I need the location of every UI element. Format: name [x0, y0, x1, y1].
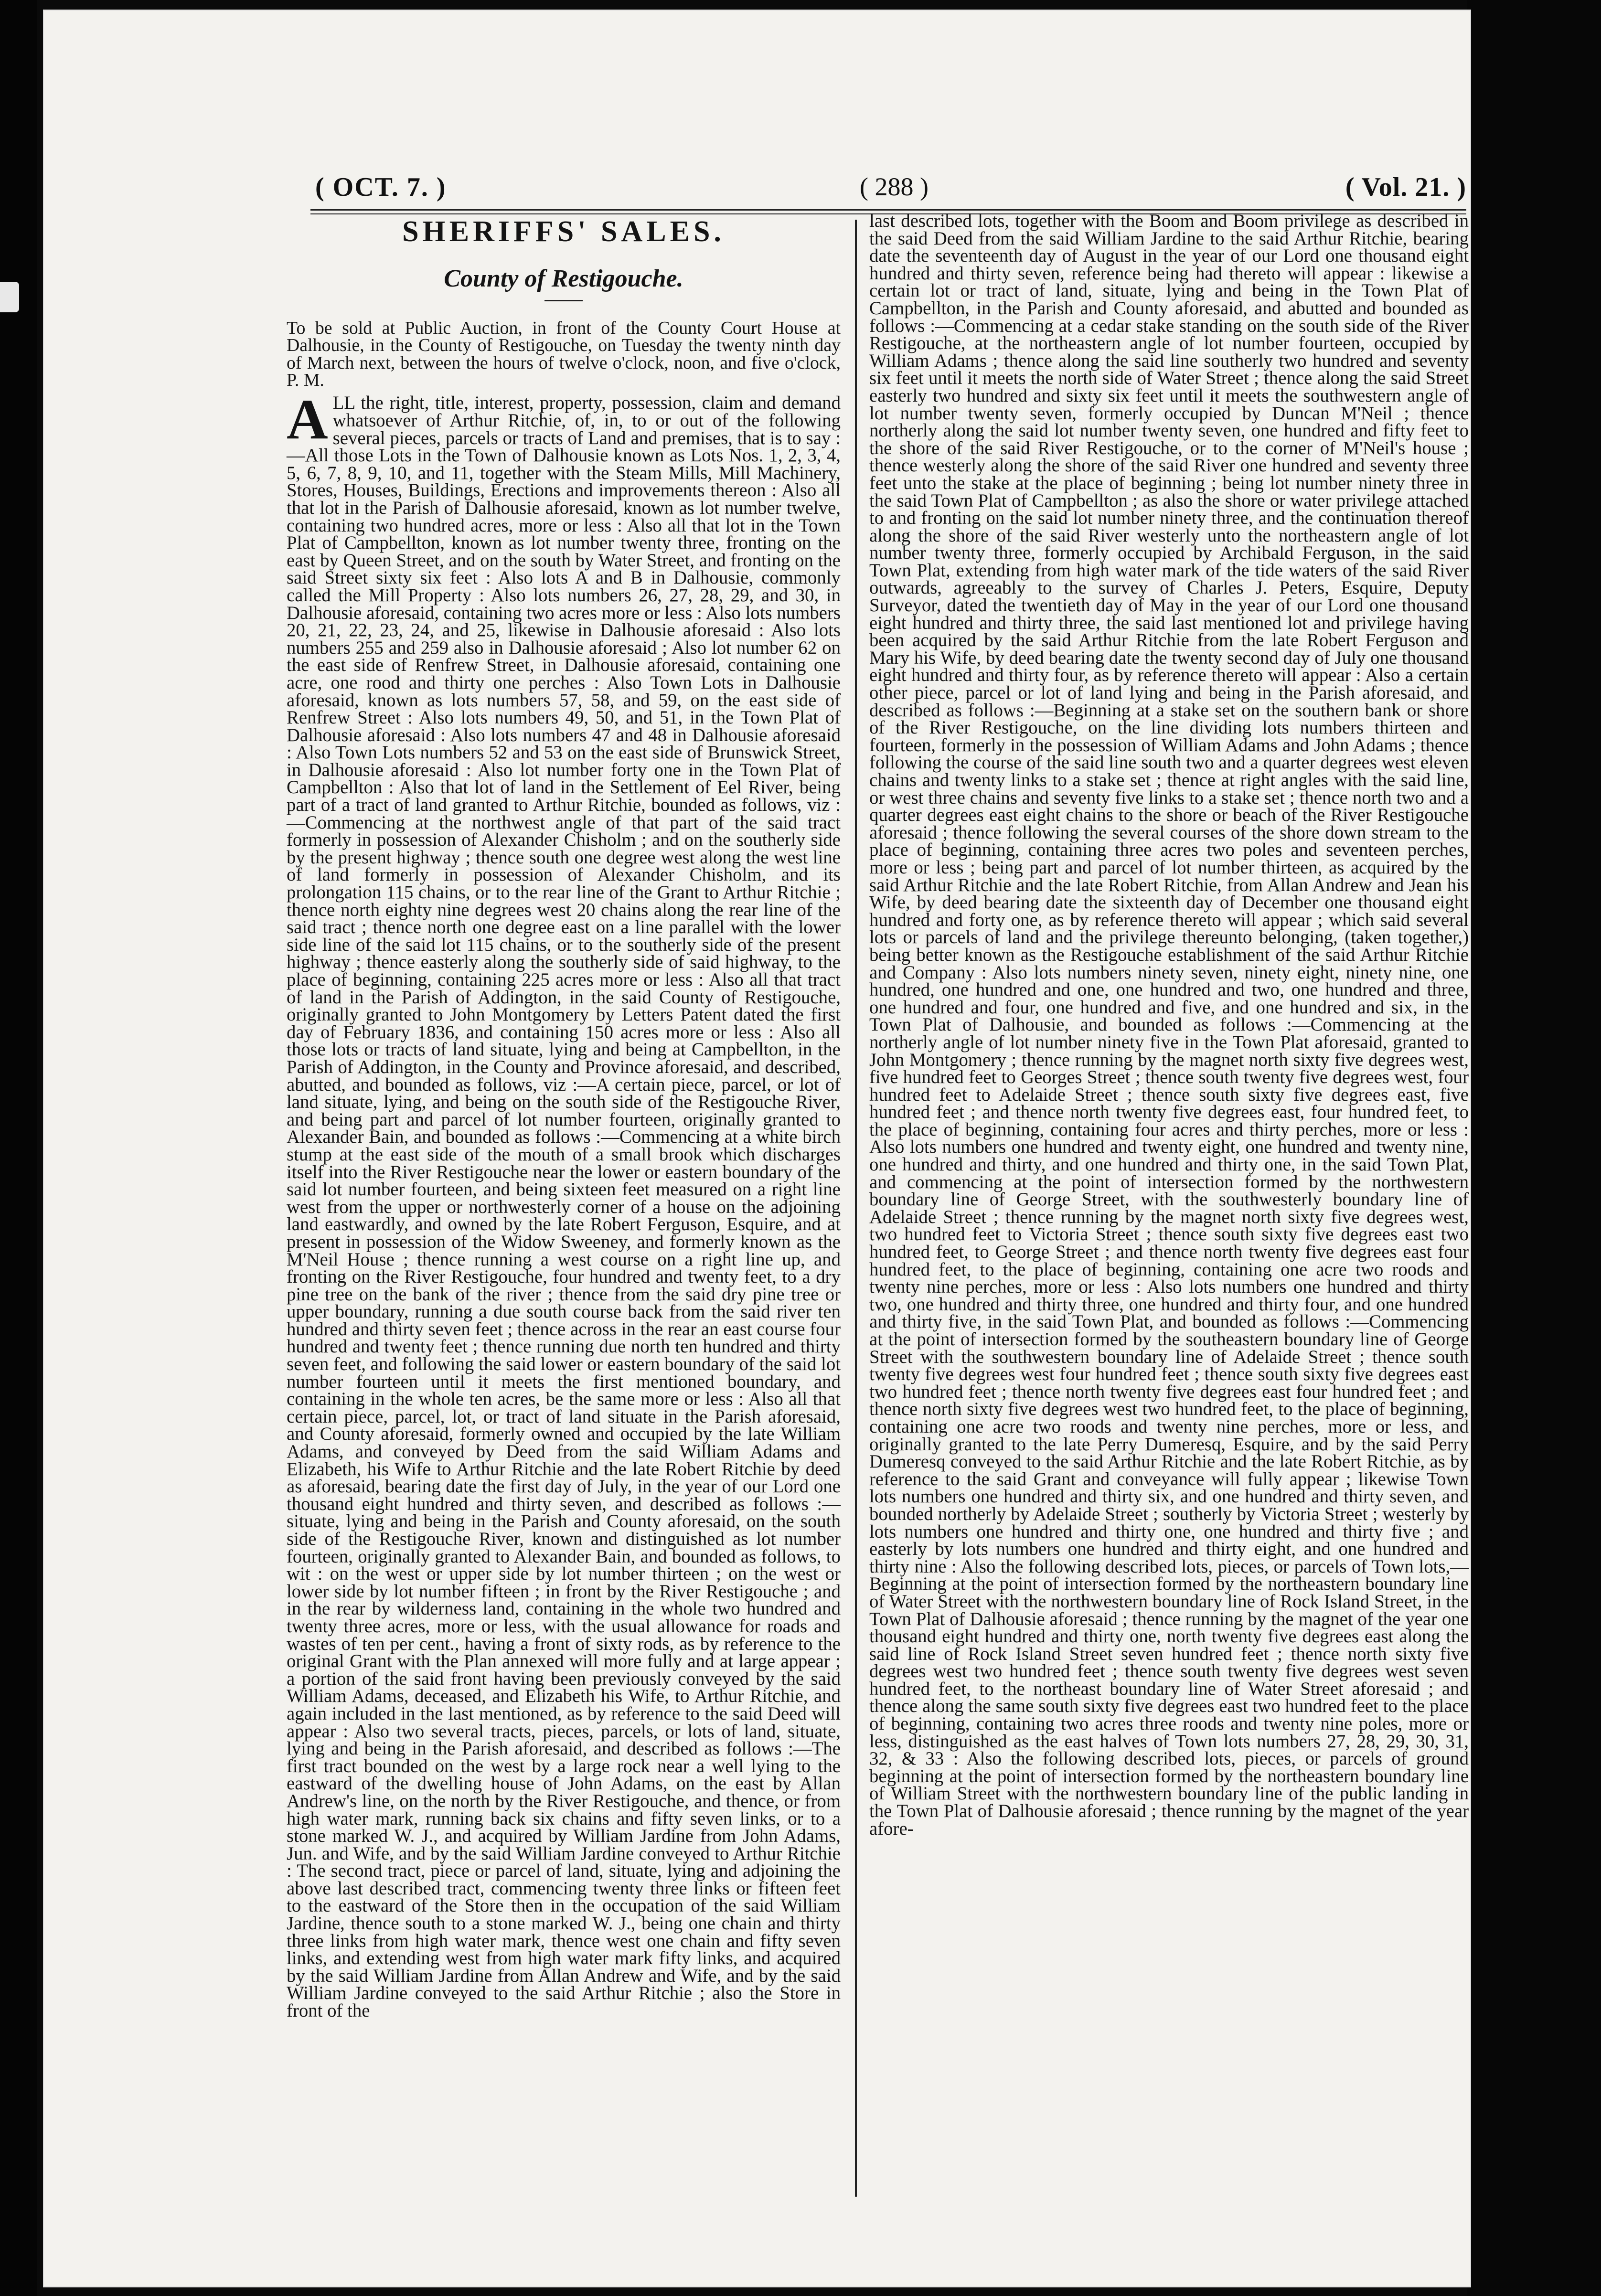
page-header	[315, 162, 1466, 215]
article-title: SHERIFFS' SALES.	[402, 215, 725, 248]
right-body-text: last described lots, together with the Boom and Boom privilege as described in the said Deed from the said William Jardine to the said Arthur Ritchie, bearing date the seventeenth day of August in the year of our Lord one thousand eight hundred and thirty seven, reference being had thereto will appear : likewise a certain lot or tract of land, situate, lying and being in the Town Plat of Campbellton, in the Parish and County aforesaid, and abutted and bounded as follows :—Commencing at a cedar stake standing on the south side of the River Restigouche, at the northeastern angle of lot number fourteen, occupied by William Adams ; thence along the said line southerly two hundred and seventy six feet until it meets the north side of Water Street ; thence along the said Street easterly two hundred and sixty six feet until it meets the southwestern angle of lot number twenty seven, formerly occupied by Duncan M'Neil ; thence northerly along the said lot number twenty seven, one hundred and fifty feet to the shore of the said River Restigouche, or to the corner of M'Neil's house ; thence westerly along the shore of the said River one hundred and seventy three feet unto the stake at the place of beginning ; being lot number ninety three in the said Town Plat of Campbellton ; as also the shore or water privilege attached to and fronting on the said lot number ninety three, and the continuation thereof along the shore of the said River westerly unto the northeastern angle of lot number twenty three, formerly occupied by Archibald Ferguson, in the said Town Plat, extending from high water mark of the tide waters of the said River outwards, agreeably to the survey of Charles J. Peters, Esquire, Deputy Surveyor, dated the twentieth day of May in the year of our Lord one thousand eight hundred and thirty three, the said last mentioned lot and privilege having been acquired by the said Arthur Ritchie from the late Robert Ferguson and Mary his Wife, by deed bearing date the twenty second day of July one thousand eight hundred and thirty four, as by reference thereto will appear : Also a certain other piece, parcel or lot of land lying and being in the Parish aforesaid, and described as follows :—Beginning at a stake set on the southern bank or shore of the River Restigouche, on the line dividing lots numbers thirteen and fourteen, formerly in the possession of William Adams and John Adams ; thence following the course of the said line south two and a quarter degrees west eleven chains and twenty links to a stake set ; thence at right angles with the said line, or west three chains and seventy five links to a stake set ; thence north two and a quarter degrees east eight chains to the shore or beach of the River Restigouche aforesaid ; thence following the several courses of the shore down stream to the place of beginning, containing three acres two poles and seventeen perches, more or less ; being part and parcel of lot number thirteen, as acquired by the said Arthur Ritchie and the late Robert Ritchie, from Allan Andrew and Jean his Wife, by deed bearing date the sixteenth day of December one thousand eight hundred and forty one, as by reference thereto will appear ; which said several lots or parcels of land and the privilege thereunto belonging, (taken together,) being better known as the Restigouche establishment of the said Arthur Ritchie and Company : Also lots numbers ninety seven, ninety eight, ninety nine, one hundred, one hundred and one, one hundred and two, one hundred and three, one hundred and four, one hundred and five, and one hundred and six, in the Town Plat of Dalhousie, and bounded as follows :—Commencing at the northerly angle of lot number ninety five in the Town Plat aforesaid, granted to John Montgomery ; thence running by the magnet north sixty five degrees west, five hundred feet to Georges Street ; thence south twenty five degrees west, four hundred feet to Adelaide Street ; thence south sixty five degrees east, five hundred feet ; and thence north twenty five degrees east, four hundred feet, to the place of beginning, containing four acres and thirty perches, more or less : Also lots numbers one hundred and twenty eight, one hundred and twenty nine, one hundred and thirty, and one hundred and thirty one, in the said Town Plat, and commencing at the point of intersection formed by the northwestern boundary line of George Street, with the southwesterly boundary line of Adelaide Street ; thence running by the magnet north sixty five degrees west, two hundred feet to Victoria Street ; thence south sixty five degrees east two hundred feet, to George Street ; and thence north twenty five degrees east four hundred feet, to the place of beginning, containing one acre two roods and twenty nine perches, more or less : Also lots numbers one hundred and thirty two, one hundred and thirty three, one hundred and thirty four, and one hundred and thirty five, in the said Town Plat, and bounded as follows :—Commencing at the point of intersection formed by the southeastern boundary line of George Street with the southwestern boundary line of Adelaide Street ; thence south twenty five degrees west four hundred feet ; thence south sixty five degrees east two hundred feet ; thence north twenty five degrees east four hundred feet ; and thence north sixty five degrees west two hundred feet, to the place of beginning, containing one acre two roods and twenty nine perches, more or less, and originally granted to the late Perry Dumeresq, Esquire, and by the said Perry Dumeresq conveyed to the said Arthur Ritchie and the late Robert Ritchie, as by reference to the said Grant and conveyance will fully appear ; likewise Town lots numbers one hundred and thirty six, and one hundred and thirty seven, and bounded northerly by Adelaide Street ; southerly by Victoria Street ; westerly by lots numbers one hundred and thirty one, one hundred and thirty five ; and easterly by lots numbers one hundred and thirty eight, and one hundred and thirty nine : Also the following described lots, pieces, or parcels of Town lots,—Beginning at the point of intersection formed by the northeastern boundary line of Water Street with the northwestern boundary line of Rock Island Street, in the Town Plat of Dalhousie aforesaid ; thence running by the magnet of the year one thousand eight hundred and thirty one, north twenty five degrees east along the said line of Rock Island Street seven hundred feet ; thence north sixty five degrees west two hundred feet ; thence south twenty five degrees west seven hundred feet, to the northeast boundary line of Water Street aforesaid ; and thence along the same south sixty five degrees east two hundred feet to the place of beginning, containing two acres three roods and twenty nine poles, more or less, distinguished as the east halves of Town lots numbers 27, 28, 29, 30, 31, 32, & 33 : Also the following described lots, pieces, or parcels of ground beginning at the point of intersection formed by the northeastern boundary line of William Street with the northwestern boundary line of the public landing in the Town Plat of Dalhousie aforesaid ; thence running by the magnet of the year afore-	[869, 211, 1469, 1839]
column-right	[869, 213, 1469, 1838]
header-page-number: ( 288 )	[860, 172, 929, 201]
header-date: ( OCT. 7. )	[315, 172, 447, 202]
drop-cap: A	[287, 387, 328, 451]
column-rule	[855, 220, 857, 2197]
clip-mark	[0, 282, 19, 312]
header-volume: ( Vol. 21. )	[1345, 172, 1466, 202]
left-body-text: LL the right, title, interest, property, possession, claim and demand whatsoever of Arthur Ritchie, of, in, to or out of the following several pieces, parcels or tracts of Land and premises, that is to say :—All those Lots in the Town of Dalhousie known as Lots Nos. 1, 2, 3, 4, 5, 6, 7, 8, 9, 10, and 11, together with the Steam Mills, Mill Machinery, Stores, Houses, Buildings, Erections and improvements thereon : Also all that lot in the Parish of Dalhousie aforesaid, known as lot number twelve, containing two hundred acres, more or less : Also all that lot in the Town Plat of Campbellton, known as lot number twenty three, fronting on the east by Queen Street, and on the south by Water Street, and fronting on the said Street sixty six feet : Also lots A and B in Dalhousie, commonly called the Mill Property : Also lots numbers 26, 27, 28, 29, and 30, in Dalhousie aforesaid, containing two acres more or less : Also lots numbers 20, 21, 22, 23, 24, and 25, likewise in Dalhousie aforesaid : Also lots numbers 255 and 259 also in Dalhousie aforesaid ; Also lot number 62 on the east side of Renfrew Street, in Dalhousie aforesaid, containing one acre, one rood and thirty one perches : Also Town Lots in Dalhousie aforesaid, known as lots numbers 57, 58, and 59, on the east side of Renfrew Street : Also lots numbers 49, 50, and 51, in the Town Plat of Dalhousie aforesaid : Also lots numbers 47 and 48 in Dalhousie aforesaid : Also Town Lots numbers 52 and 53 on the east side of Brunswick Street, in Dalhousie aforesaid : Also lot number forty one in the Town Plat of Campbellton : Also that lot of land in the Settlement of Eel River, being part of a tract of land granted to Arthur Ritchie, bounded as follows, viz :—Commencing at the northwest angle of that part of the said tract formerly in possession of Alexander Chisholm ; and on the southerly side by the present highway ; thence south one degree west along the west line of land formerly in possession of Alexander Chisholm, and its prolongation 115 chains, or to the rear line of the Grant to Arthur Ritchie ; thence north eighty nine degrees west 20 chains along the rear line of the said tract ; thence north one degree east on a line parallel with the lower side line of the said lot 115 chains, or to the southerly side of the present highway ; thence easterly along the southerly side of said highway, to the place of beginning, containing 225 acres more or less : Also all that tract of land in the Parish of Addington, in the said County of Restigouche, originally granted to John Montgomery by Letters Patent dated the first day of February 1836, and containing 150 acres more or less : Also all those lots or tracts of land situate, lying and being at Campbellton, in the Parish of Addington, in the County and Province aforesaid, and described, abutted, and bounded as follows, viz :—A certain piece, parcel, or lot of land situate, lying, and being on the south side of the Restigouche River, and being part and parcel of lot number fourteen, originally granted to Alexander Bain, and bounded as follows :—Commencing at a white birch stump at the east side of the mouth of a small brook which discharges itself into the River Restigouche near the lower or eastern boundary of the said lot number fourteen, and being sixteen feet measured on a right line west from the upper or northwesterly corner of a house on the adjoining land eastwardly, and owned by the late Robert Ferguson, Esquire, and at present in possession of the Widow Sweeney, and formerly known as the M'Neil House ; thence running a west course on a right line up, and fronting on the River Restigouche, four hundred and twenty feet, to a dry pine tree on the bank of the river ; thence from the said dry pine tree or upper boundary, running a due south course back from the said river ten hundred and thirty seven feet ; thence across in the rear an east course four hundred and twenty feet ; thence running due north ten hundred and thirty seven feet, and following the said lower or eastern boundary of the said lot number fourteen until it meets the first mentioned boundary, and containing in the whole ten acres, be the same more or less : Also all that certain piece, parcel, lot, or tract of land situate in the Parish aforesaid, and County aforesaid, formerly owned and occupied by the late William Adams, and conveyed by Deed from the said William Adams and Elizabeth, his Wife to Arthur Ritchie and the late Robert Ritchie by deed as aforesaid, bearing date the first day of July, in the year of our Lord one thousand eight hundred and thirty seven, and described as follows :—situate, lying and being in the Parish and County aforesaid, on the south side of the Restigouche River, known and distinguished as lot number fourteen, originally granted to Alexander Bain, and bounded as follows, to wit : on the west or upper side by lot number thirteen ; on the west or lower side by lot number fifteen ; in front by the River Restigouche ; and in the rear by wilderness land, containing in the whole two hundred and twenty three acres, more or less, with the usual allowance for roads and wastes of ten per cent., having a front of sixty rods, as by reference to the original Grant with the Plan annexed will more fully and at large appear ; a portion of the said front having been previously conveyed by the said William Adams, deceased, and Elizabeth his Wife, to Arthur Ritchie, and again included in the last mentioned, as by reference to the said Deed will appear : Also two several tracts, pieces, parcels, or lots of land, situate, lying and being in the Parish aforesaid, and described as follows :—The first tract bounded on the west by a large rock near a well lying to the eastward of the dwelling house of John Adams, on the east by Allan Andrew's line, on the north by the River Restigouche, and thence, or from high water mark, running back six chains and fifty seven links, or to a stone marked W. J., and acquired by William Jardine from John Adams, Jun. and Wife, and by the said William Jardine conveyed to Arthur Ritchie : The second tract, piece or parcel of land, situate, lying and adjoining the above last described tract, commencing twenty three links or fifteen feet to the eastward of the Store then in the occupation of the said William Jardine, thence south to a stone marked W. J., being one chain and thirty three links from high water mark, thence west one chain and fifty seven links, and extending west from high water mark fifty links, and acquired by the said William Jardine from Allan Andrew and Wife, and by the said William Jardine conveyed to the said Arthur Ritchie ; also the Store in front of the	[287, 393, 841, 2021]
subtitle-rule	[544, 300, 583, 301]
newspaper-page	[43, 10, 1471, 2287]
column-left	[287, 215, 841, 2020]
scan-border-left	[0, 0, 37, 2296]
article-subtitle: County of Restigouche.	[444, 265, 683, 292]
scan-border-right	[1467, 0, 1601, 2296]
sale-notice: To be sold at Public Auction, in front of the County Court House at Dalhousie, in the County of Restigouche, on Tuesday the twenty ninth day of March next, between the hours of twelve o'clock, noon, and five o'clock, P. M.	[287, 318, 841, 391]
left-column-text	[287, 387, 841, 2021]
